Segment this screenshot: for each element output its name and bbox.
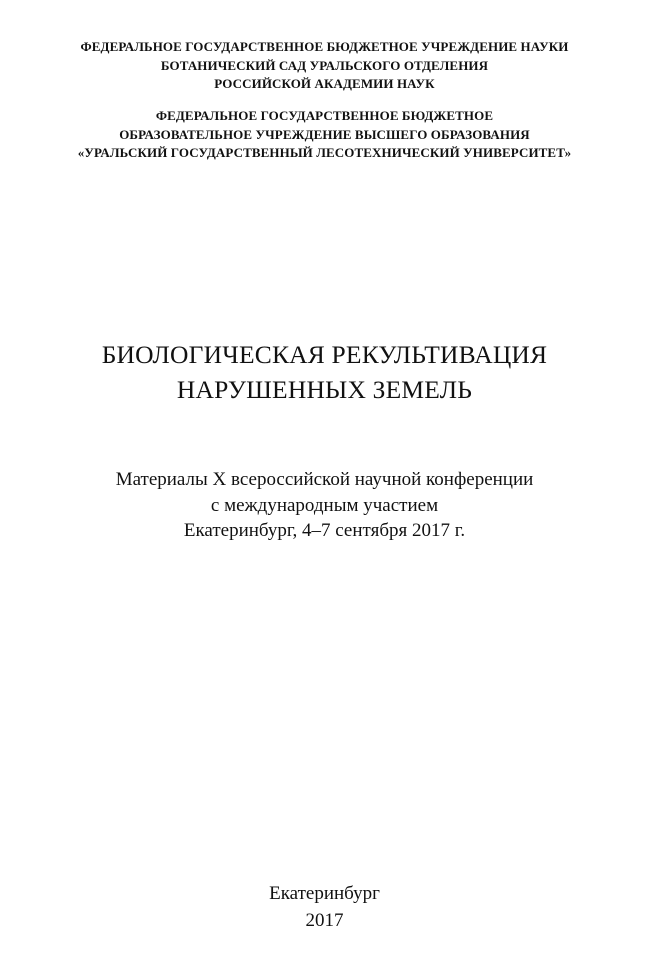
book-title-line-1: БИОЛОГИЧЕСКАЯ РЕКУЛЬТИВАЦИЯ xyxy=(101,340,548,369)
imprint xyxy=(0,880,649,934)
institution-2-line-2: ОБРАЗОВАТЕЛЬНОЕ УЧРЕЖДЕНИЕ ВЫСШЕГО ОБРАЗОВАНИЯ xyxy=(119,126,530,142)
imprint-year: 2017 xyxy=(305,910,344,931)
book-title xyxy=(0,337,649,407)
institution-1-line-1: ФЕДЕРАЛЬНОЕ ГОСУДАРСТВЕННОЕ БЮДЖЕТНОЕ УЧРЕЖДЕНИЕ НАУКИ xyxy=(80,39,569,54)
institution-header-2 xyxy=(0,107,649,163)
subtitle-line-1: Материалы X всероссийской научной конференции xyxy=(115,469,534,490)
subtitle-line-3: Екатеринбург, 4–7 сентября 2017 г. xyxy=(183,520,466,541)
institution-2-line-1: ФЕДЕРАЛЬНОЕ ГОСУДАРСТВЕННОЕ БЮДЖЕТНОЕ xyxy=(155,108,494,123)
institution-header-1 xyxy=(0,38,649,94)
book-title-line-2: НАРУШЕННЫХ ЗЕМЕЛЬ xyxy=(176,375,473,404)
institution-2-line-3: «УРАЛЬСКИЙ ГОСУДАРСТВЕННЫЙ ЛЕСОТЕХНИЧЕСКИЙ УНИВЕРСИТЕТ» xyxy=(77,145,572,160)
institution-1-line-2: БОТАНИЧЕСКИЙ САД УРАЛЬСКОГО ОТДЕЛЕНИЯ xyxy=(160,57,489,73)
institution-1-line-3: РОССИЙСКОЙ АКАДЕМИИ НАУК xyxy=(214,76,435,91)
imprint-city: Екатеринбург xyxy=(269,883,380,904)
conference-subtitle xyxy=(0,467,649,544)
subtitle-line-2: с международным участием xyxy=(210,494,439,516)
